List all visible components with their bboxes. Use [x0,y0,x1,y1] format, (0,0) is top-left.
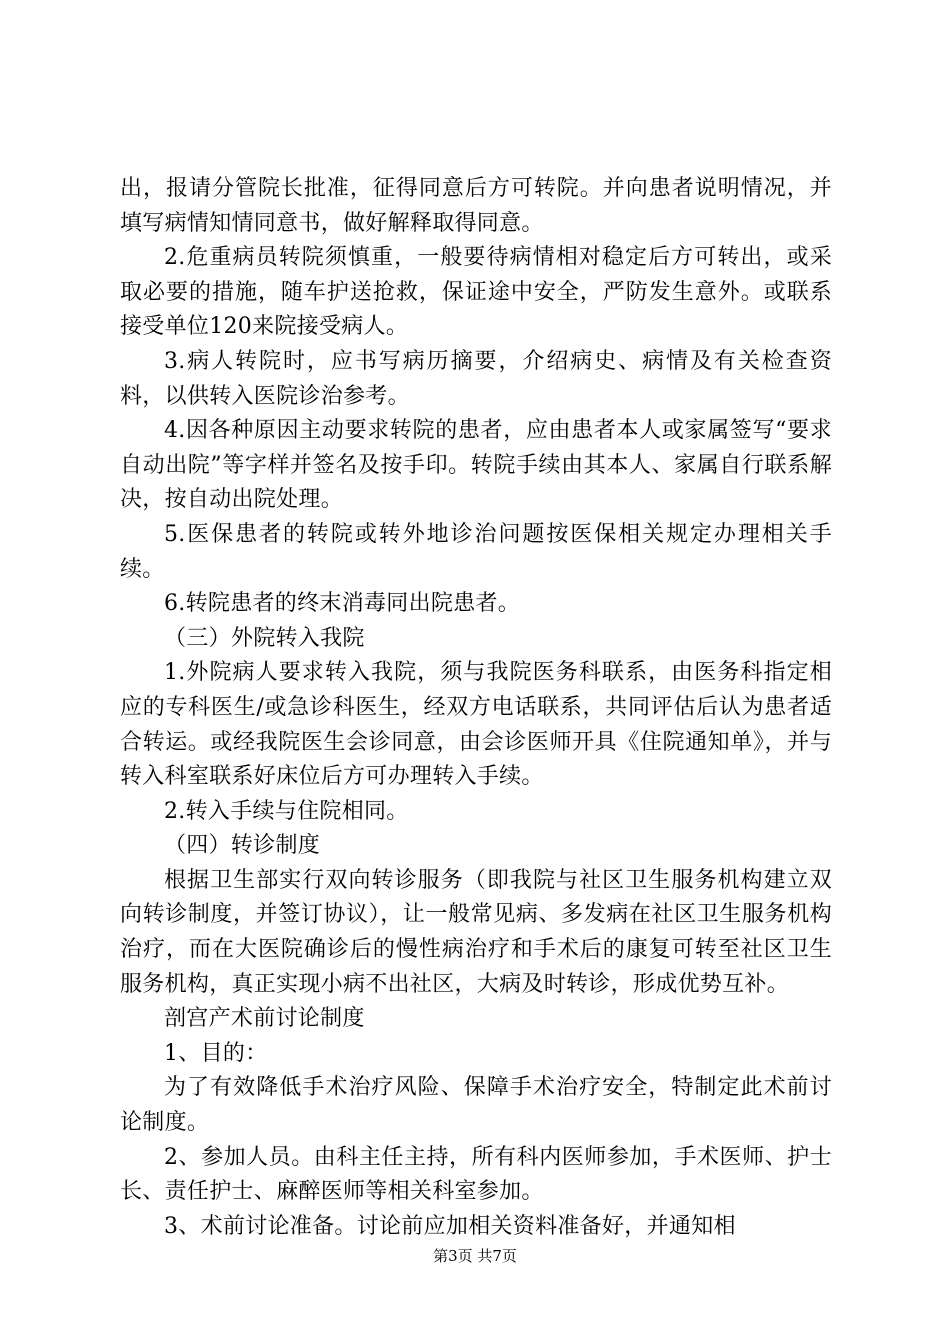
paragraph: 1、目的： [164,1040,268,1066]
paragraph: 3、术前讨论准备。讨论前应加相关资料准备好，并通知相 [164,1213,736,1239]
section-heading: （四）转诊制度 [164,833,321,859]
paragraph: 5.医保患者的转院或转外地诊治问题按医保相关规定办理相关手续。 [120,521,832,582]
paragraph: 6.转院患者的终末消毒同出院患者。 [164,591,521,617]
paragraph: 2.危重病员转院须慎重，一般要待病情相对稳定后方可转出，或采取必要的措施，随车护送抢救，保证途中安全，严防发生意外。或联系接受单位120来院接受病人。 [120,245,832,340]
paragraph: 为了有效降低手术治疗风险、保障手术治疗安全，特制定此术前讨论制度。 [120,1075,832,1136]
paragraph: 4.因各种原因主动要求转院的患者，应由患者本人或家属签写“要求自动出院”等字样并签名及按手印。转院手续由其本人、家属自行联系解决，按自动出院处理。 [120,418,832,513]
section-heading: 剖宫产术前讨论制度 [164,1006,365,1032]
paragraph: 3.病人转院时，应书写病历摘要，介绍病史、病情及有关检查资料，以供转入医院诊治参考。 [120,348,832,409]
section-heading: （三）外院转入我院 [164,625,365,651]
paragraph: 2.转入手续与住院相同。 [164,798,409,824]
paragraph: 根据卫生部实行双向转诊服务（即我院与社区卫生服务机构建立双向转诊制度，并签订协议），让一般常见病、多发病在社区卫生服务机构治疗，而在大医院确诊后的慢性病治疗和手术后的康复可转至社区卫生服务机构，真正实现小病不出社区，大病及时转诊，形成优势互补。 [120,867,832,997]
page-footer: 第3页 共7页 [433,1247,517,1265]
document-body [120,172,832,1244]
paragraph: 出，报请分管院长批准，征得同意后方可转院。并向患者说明情况，并填写病情知情同意书，做好解释取得同意。 [120,176,832,236]
paragraph: 2、参加人员。由科主任主持，所有科内医师参加，手术医师、护士长、责任护士、麻醉医师等相关科室参加。 [120,1144,832,1205]
paragraph: 1.外院病人要求转入我院，须与我院医务科联系，由医务科指定相应的专科医生/或急诊科医生，经双方电话联系，共同评估后认为患者适合转运。或经我院医生会诊同意，由会诊医师开具《住院通知单》，并与转入科室联系好床位后方可办理转入手续。 [120,660,832,790]
